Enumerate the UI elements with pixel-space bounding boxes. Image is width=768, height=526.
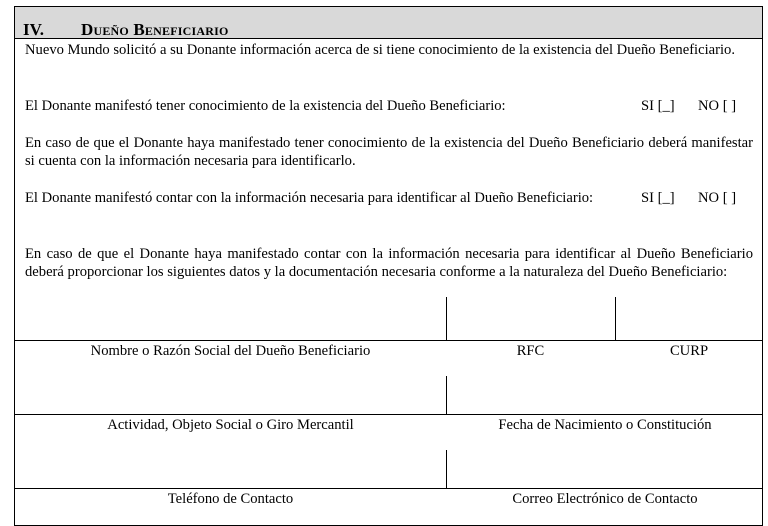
question-2-no-checkbox[interactable]: NO [ ]	[698, 190, 737, 206]
divider	[446, 450, 447, 488]
field-fecha-label: Fecha de Nacimiento o Constitución	[498, 417, 712, 433]
question-2-text: El Donante manifestó contar con la información necesaria para identificar al Dueño Beneficiario:	[25, 190, 594, 206]
beneficial-owner-form	[14, 6, 763, 526]
field-correo-label: Correo Electrónico de Contacto	[512, 491, 698, 507]
divider	[615, 297, 616, 340]
section-number: IV.	[23, 20, 44, 39]
divider	[446, 297, 447, 340]
intro-paragraph: Nuevo Mundo solicitó a su Donante información acerca de si tiene conocimiento de la existencia del Dueño Beneficiario.	[25, 42, 735, 58]
field-rfc-label: RFC	[516, 343, 545, 359]
condition-2-paragraph: En caso de que el Donante haya manifestado contar con la información necesaria para identificar al Dueño Beneficiario deberá proporcionar los siguientes datos y la documentación necesaria conforme a la naturaleza del Dueño Beneficiario:	[25, 246, 753, 280]
section-title: Dueño Beneficiario	[81, 20, 229, 39]
field-actividad-label: Actividad, Objeto Social o Giro Mercantil	[107, 417, 354, 433]
question-1-no-checkbox[interactable]: NO [ ]	[698, 98, 737, 114]
divider	[446, 376, 447, 414]
field-curp-label: CURP	[669, 343, 709, 359]
question-2-yes-checkbox[interactable]: SI [_]	[641, 190, 675, 206]
section-header	[15, 7, 762, 39]
field-line	[15, 414, 762, 415]
field-nombre-label: Nombre o Razón Social del Dueño Beneficiario	[90, 343, 371, 359]
condition-1-paragraph: En caso de que el Donante haya manifestado tener conocimiento de la existencia del Dueño Beneficiario deberá manifestar si cuenta con la información necesaria para identificarlo.	[25, 135, 753, 169]
question-1-yes-checkbox[interactable]: SI [_]	[641, 98, 675, 114]
field-line	[15, 340, 762, 341]
field-line	[15, 488, 762, 489]
field-telefono-label: Teléfono de Contacto	[167, 491, 294, 507]
question-1-text: El Donante manifestó tener conocimiento de la existencia del Dueño Beneficiario:	[25, 98, 506, 114]
